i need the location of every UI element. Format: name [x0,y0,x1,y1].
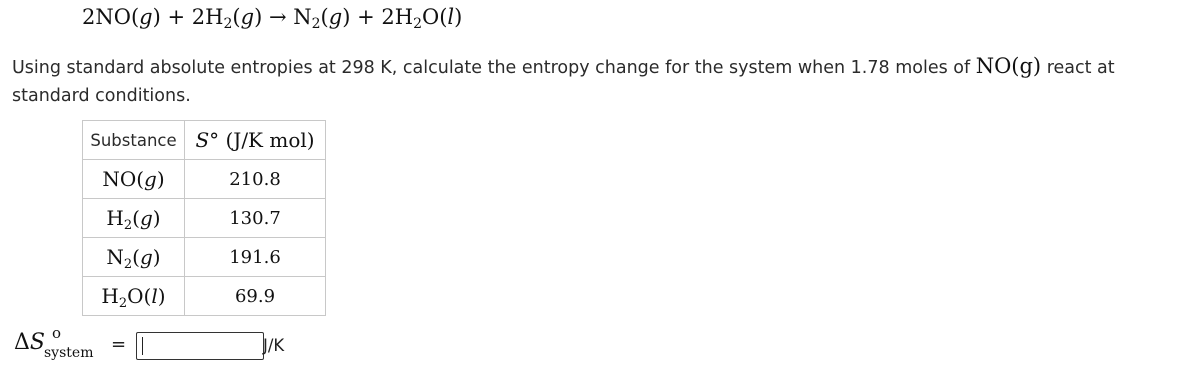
species-cell: $N_2(g)$ [83,238,185,277]
product-h2o: $2H_2O(l)$ [381,5,463,32]
entropy-value-cell: 210.8 [185,160,326,199]
reaction-arrow: → [268,5,287,29]
reactant-h2: $2H_2(g)$ [191,5,263,32]
entropy-value-cell: 191.6 [185,238,326,277]
table-row [83,199,326,238]
text-caret [142,337,143,355]
species-cell: $H_2O(l)$ [83,277,185,316]
delta-s-system-label: ΔS o system [14,324,94,361]
question-species: NO(g) [975,54,1042,78]
species-cell: NO(g) [83,160,185,199]
equals-sign: = [111,334,127,355]
entropy-answer-input[interactable] [136,332,264,360]
reactant-no: 2NO(g) [82,5,161,29]
header-substance: Substance [83,121,185,160]
plus-sign: + [357,5,375,29]
table-row [83,238,326,277]
header-entropy: S° (J/K mol) [185,121,326,160]
species-cell: $H_2(g)$ [83,199,185,238]
entropy-value-cell: 130.7 [185,199,326,238]
table-row [83,160,326,199]
plus-sign: + [167,5,186,29]
entropy-table [82,120,326,316]
entropy-value-cell: 69.9 [185,277,326,316]
table-row [83,277,326,316]
table-header-row [83,121,326,160]
question-text: Using standard absolute entropies at 298 K, calculate the entropy change for the system when 1.78 moles of NO(g) react at standard conditions. [12,54,1115,106]
product-n2: $N_2(g)$ [293,5,351,32]
answer-row [14,324,614,370]
reaction-equation [82,5,463,32]
unit-label: J/K [263,336,285,355]
